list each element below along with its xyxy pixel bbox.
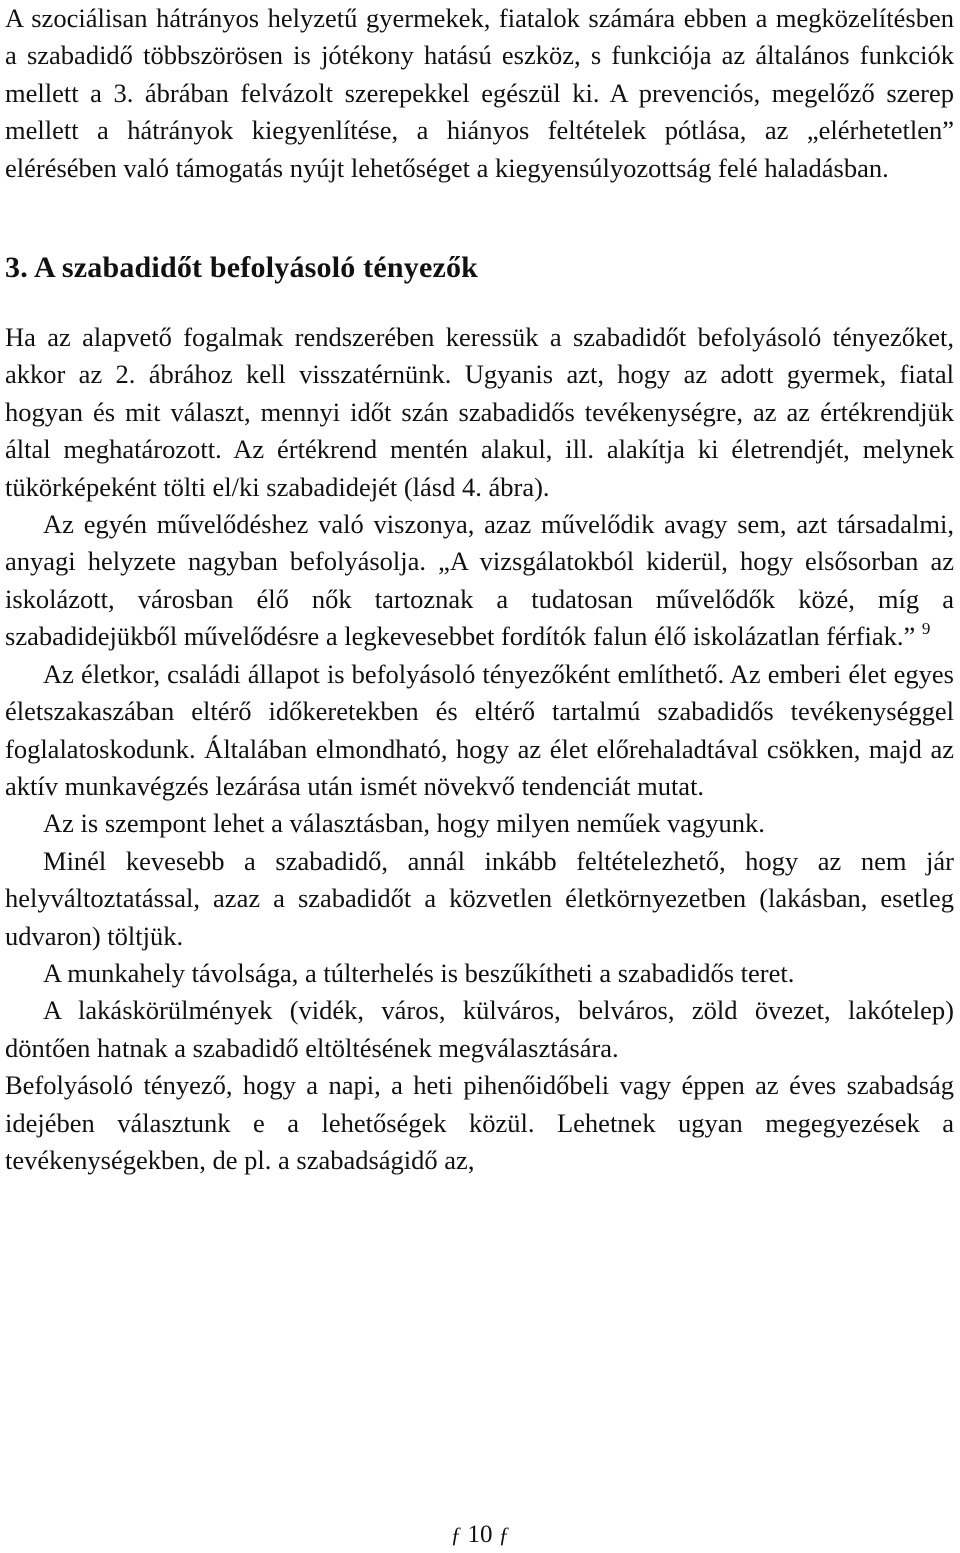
paragraph-influencing-factors: Ha az alapvető fogalmak rendszerében keressük a szabadidőt befolyásoló tényezőket, akkor az 2. ábrához kell visszatérnünk. Ugyanis azt, hogy az adott gyermek, fiatal hogyan és mit választ, mennyi időt szán szabadidős tevékenységre, az az értékrendjük által meghatározott. Az értékrend mentén alakul, ill. alakítja ki életrendjét, melynek tükörképeként tölti el/ki szabadidejét (lásd 4. ábra). — [5, 322, 954, 502]
footer-left-ornament: ƒ — [450, 1522, 462, 1547]
paragraph-culture-relation-text: Az egyén művelődéshez való viszonya, azaz művelődik avagy sem, azt társadalmi, anyagi helyzete nagyban befolyásolja. „A vizsgálatokból kiderül, hogy elsősorban az iskolázott, városban élő nők tartoznak a tudatosan művelődők közé, míg a szabadidejükből művelődésre a legkevesebbet fordítók falun élő iskolázatlan férfiak.” — [5, 509, 954, 652]
paragraph-culture-relation — [5, 506, 954, 656]
page-number: 10 — [467, 1521, 493, 1548]
page-footer — [0, 1520, 960, 1550]
paragraph-workplace-distance: A munkahely távolsága, a túlterhelés is beszűkítheti a szabadidős teret. — [43, 957, 795, 988]
paragraph-gender: Az is szempont lehet a választásban, hogy milyen neműek vagyunk. — [43, 808, 765, 839]
section-heading: 3. A szabadidőt befolyásoló tényezők — [5, 251, 479, 285]
footnote-reference: 9 — [921, 619, 931, 639]
paragraph-age-family: Az életkor, családi állapot is befolyásoló tényezőként említhető. Az emberi élet egyes életszakaszában eltérő időkeretekben és eltérő tartalmú szabadidős tevékenységgel foglalatoskodunk. Általában elmondható, hogy az élet előrehaladtával csökken, majd az aktív munkavégzés lezárása után ismét növekvő tendenciát mutat. — [5, 658, 954, 801]
paragraph-less-free-time: Minél kevesebb a szabadidő, annál inkább feltételezhető, hogy az nem jár helyváltoztatással, azaz a szabadidőt a közvetlen életkörnyezetben (lakásban, esetleg udvaron) töltjük. — [5, 845, 954, 951]
paragraph-housing-conditions: A lakáskörülmények (vidék, város, külváros, belváros, zöld övezet, lakótelep) döntően hatnak a szabadidő eltöltésének megválasztására. — [5, 995, 954, 1063]
footer-right-ornament: ƒ — [498, 1522, 510, 1547]
intro-paragraph: A szociálisan hátrányos helyzetű gyermekek, fiatalok számára ebben a megközelítésben a szabadidő többszörösen is jótékony hatású eszköz, s funkciója az általános funkciók mellett a 3. ábrában felvázolt szerepekkel egészül ki. A prevenciós, megelőző szerep mellett a hátrányok kiegyenlítése, a hiányos feltételek pótlása, az „elérhetetlen” elérésében való támogatás nyújt lehetőséget a kiegyensúlyozottság felé haladásban. — [5, 3, 954, 183]
paragraph-rest-periods: Befolyásoló tényező, hogy a napi, a heti pihenőidőbeli vagy éppen az éves szabadság idejében választunk e a lehetőségek közül. Lehetnek ugyan megegyezések a tevékenységekben, de pl. a szabadságidő az, — [5, 1070, 954, 1175]
